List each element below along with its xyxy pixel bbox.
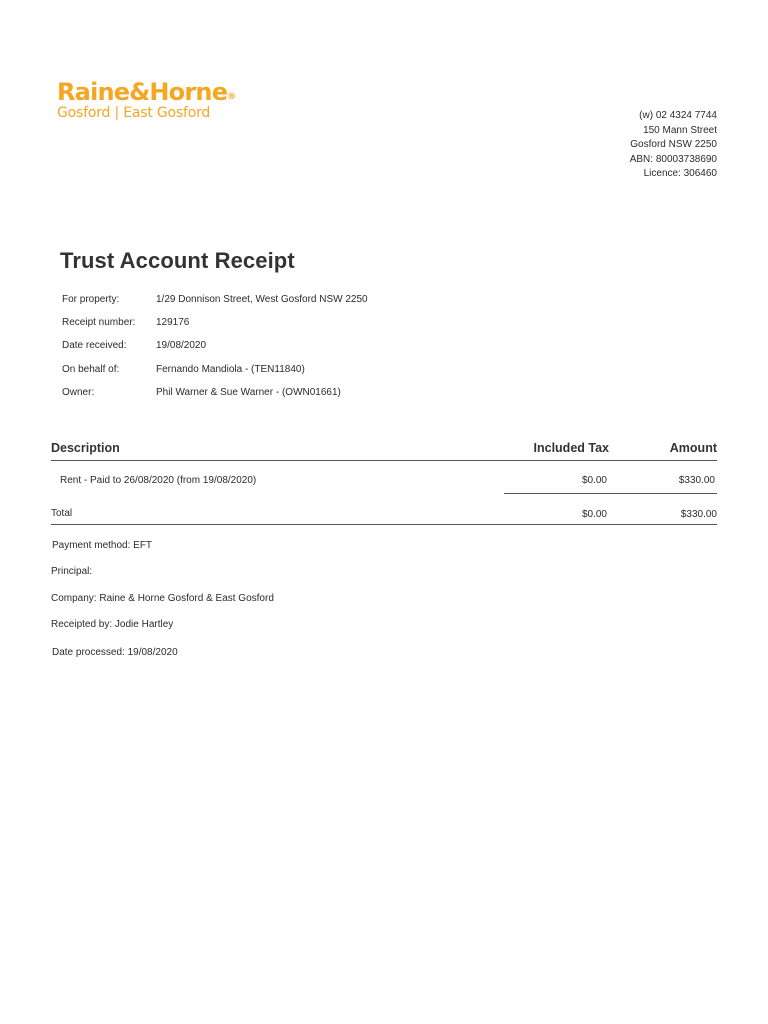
- detail-row-date-received: [62, 340, 368, 363]
- table-row: [51, 474, 717, 494]
- detail-row-on-behalf-of: [62, 364, 368, 387]
- table-header: [51, 441, 717, 461]
- row-included-tax: $0.00: [581, 475, 607, 486]
- office-contact-block: [630, 109, 717, 182]
- owner-label: Owner:: [62, 386, 95, 398]
- company: Company: Raine & Horne Gosford & East Gosford: [51, 593, 274, 604]
- detail-row-owner: [62, 387, 368, 410]
- payment-method: Payment method: EFT: [52, 540, 153, 551]
- row-amount: $330.00: [678, 475, 715, 486]
- logo-office-subtitle: Gosford | East Gosford: [57, 105, 211, 121]
- receipt-number-label: Receipt number:: [62, 317, 136, 329]
- header-included-tax: Included Tax: [533, 441, 609, 455]
- total-row: [51, 508, 717, 525]
- logo-brand-text: Raine&Horne: [57, 78, 228, 106]
- registered-mark: ®: [227, 92, 237, 102]
- row-description: Rent - Paid to 26/08/2020 (from 19/08/2020): [60, 475, 257, 486]
- total-included-tax: $0.00: [581, 509, 607, 520]
- on-behalf-of-value: Fernando Mandiola - (TEN11840): [156, 363, 305, 375]
- office-street: 150 Mann Street: [643, 124, 717, 136]
- receipted-by: Receipted by: Jodie Hartley: [51, 619, 174, 630]
- on-behalf-of-label: On behalf of:: [62, 363, 120, 375]
- total-label: Total: [51, 508, 73, 519]
- receipt-details: [62, 294, 368, 410]
- logo-brand-name: [57, 77, 236, 107]
- page-title: Trust Account Receipt: [60, 248, 295, 273]
- property-value: 1/29 Donnison Street, West Gosford NSW 2250: [156, 294, 368, 305]
- company-logo: [57, 77, 236, 121]
- date-processed: Date processed: 19/08/2020: [52, 647, 178, 658]
- detail-row-property: [62, 294, 368, 317]
- detail-row-receipt-number: [62, 317, 368, 340]
- property-label: For property:: [62, 294, 120, 305]
- receipt-number-value: 129176: [156, 317, 190, 329]
- header-amount: Amount: [669, 441, 717, 455]
- subtotal-divider: [504, 493, 717, 494]
- date-received-value: 19/08/2020: [156, 340, 207, 352]
- owner-value: Phil Warner & Sue Warner - (OWN01661): [156, 386, 341, 398]
- header-description: Description: [51, 441, 120, 455]
- principal: Principal:: [51, 566, 93, 577]
- office-licence: Licence: 306460: [643, 168, 717, 180]
- office-phone: (w) 02 4324 7744: [639, 110, 717, 121]
- office-abn: ABN: 80003738690: [629, 153, 717, 165]
- total-amount: $330.00: [680, 509, 717, 520]
- office-suburb: Gosford NSW 2250: [630, 139, 717, 151]
- date-received-label: Date received:: [62, 340, 127, 352]
